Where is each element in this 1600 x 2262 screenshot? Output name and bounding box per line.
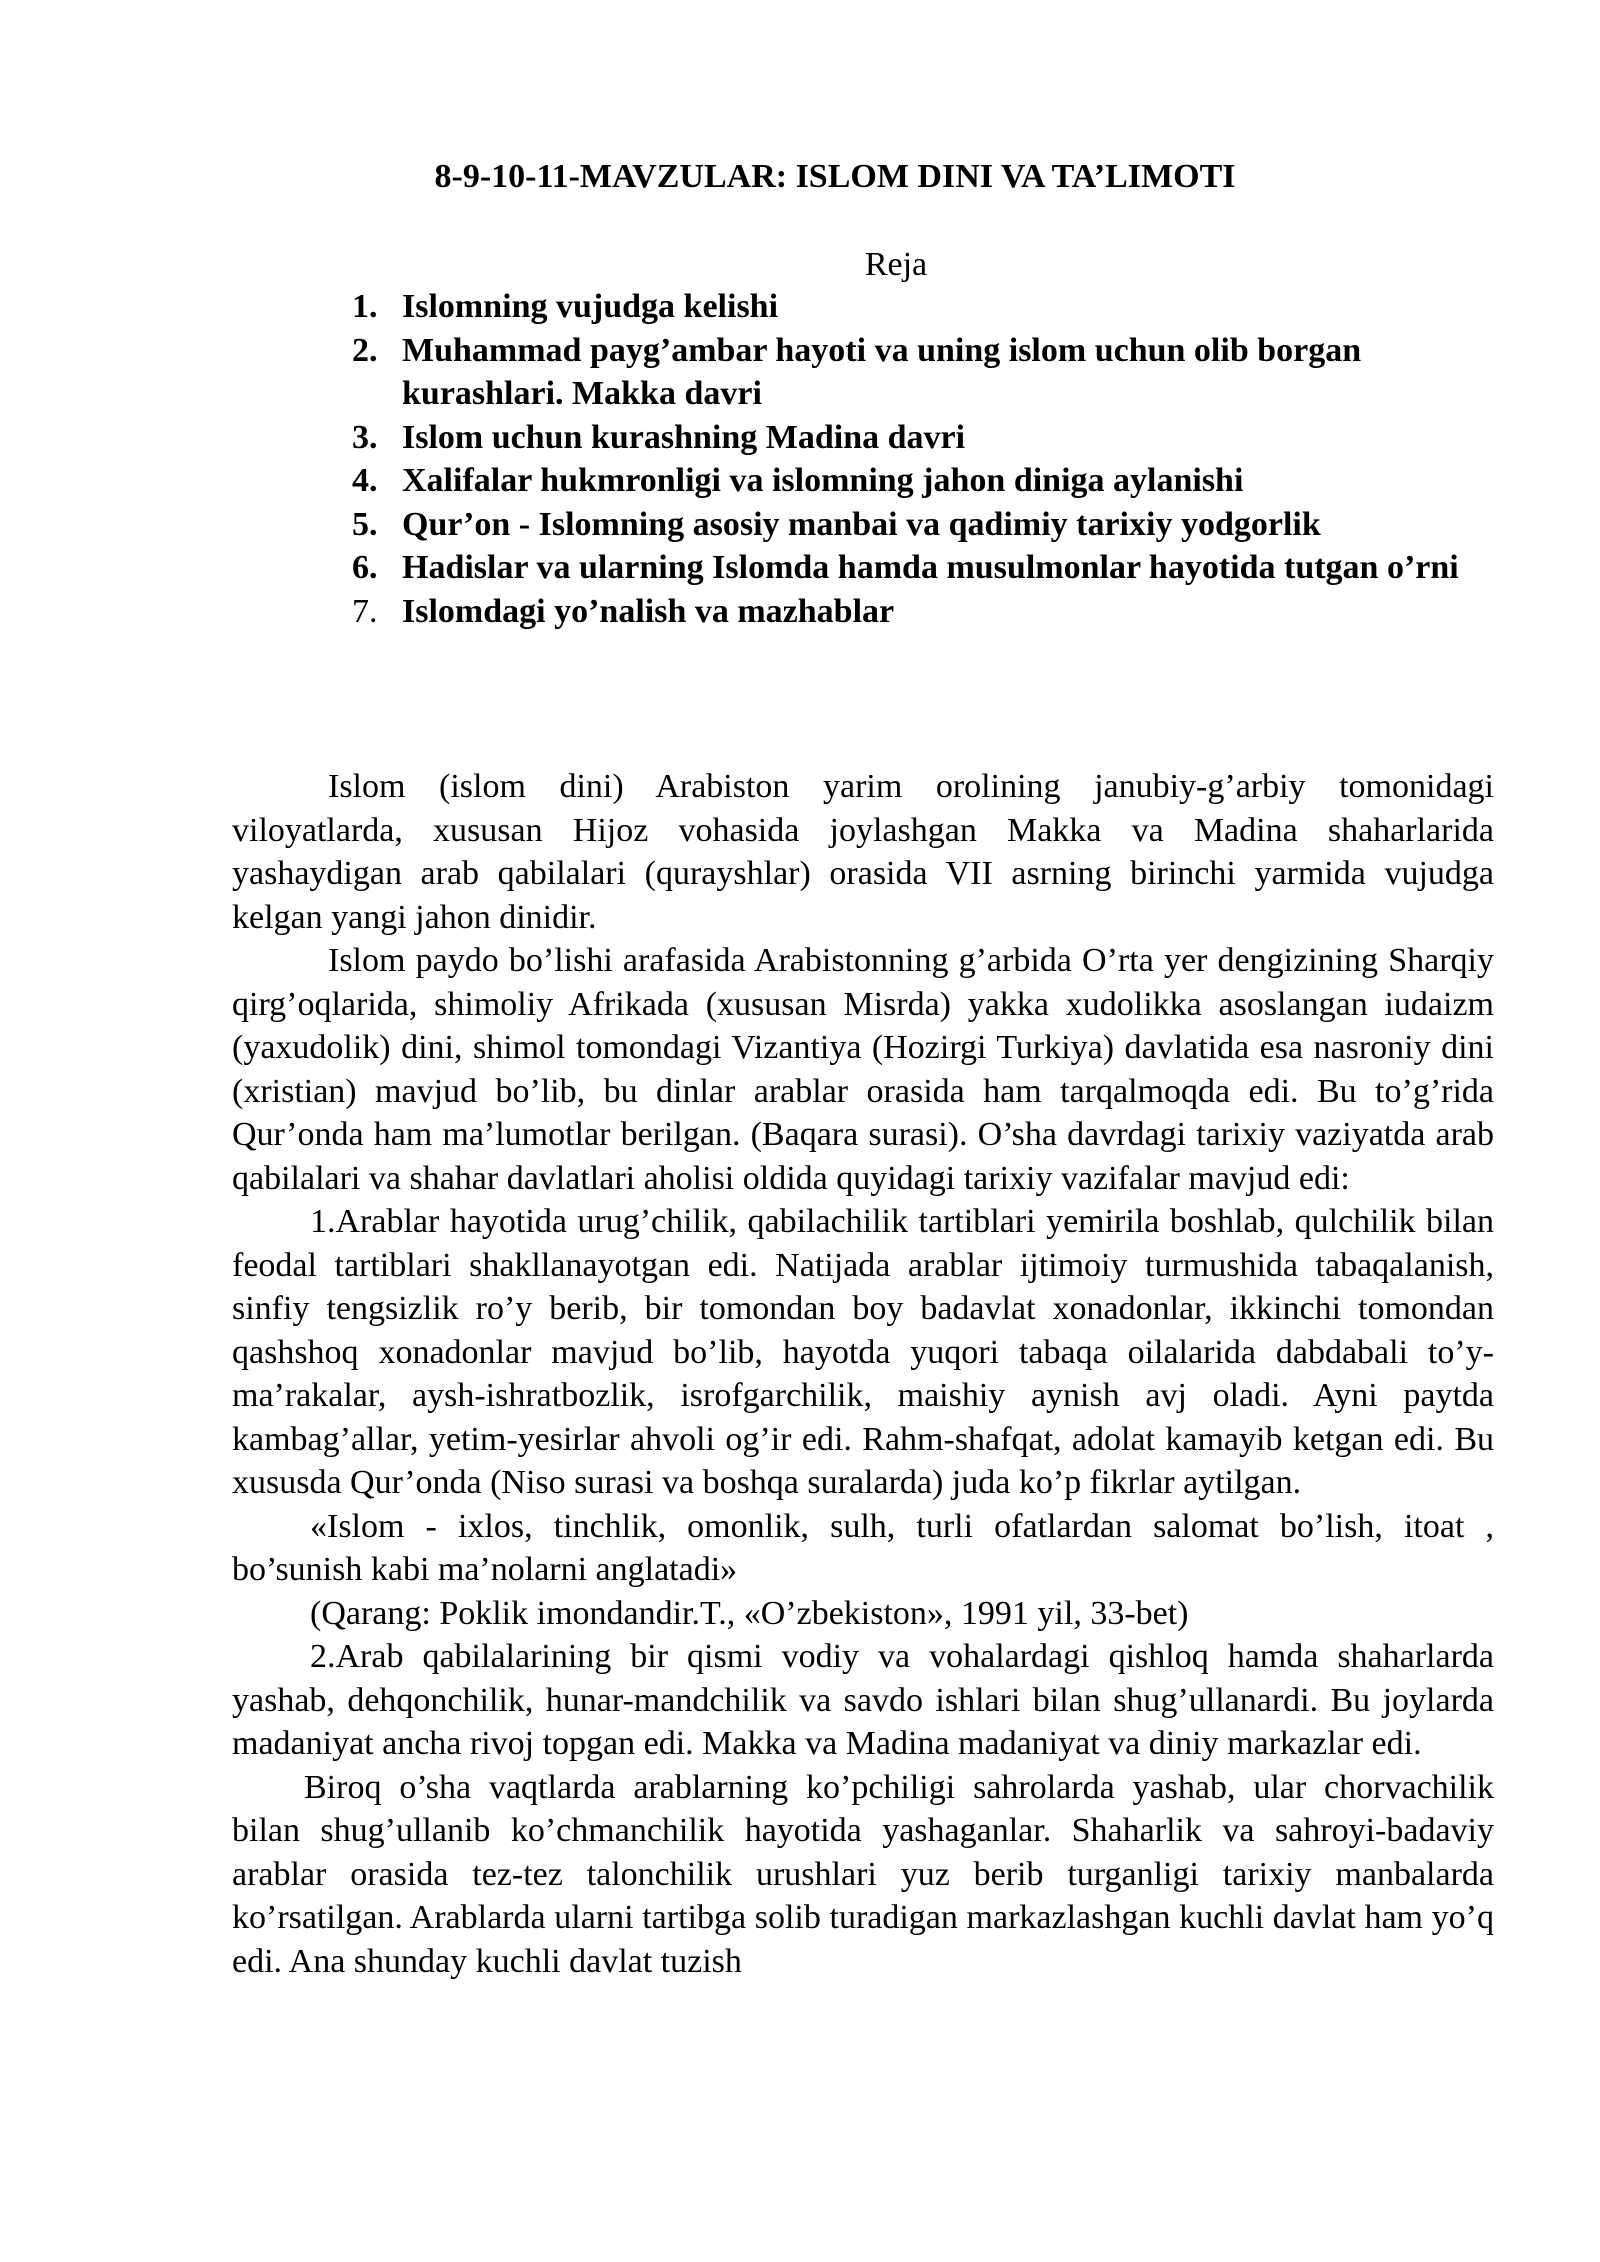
- quote-paragraph: «Islom - ixlos, tinchlik, omonlik, sulh, turli ofatlardan salomat bo’lish, itoat , bo’sunish kabi ma’nolarni anglatadi»: [232, 1507, 1494, 1588]
- plan-item: [352, 285, 1492, 329]
- body-text: [232, 765, 1494, 1983]
- plan-item: [352, 546, 1492, 590]
- plan-item-text: Hadislar va ularning Islomda hamda musulmonlar hayotida tutgan o’rni: [402, 549, 1459, 586]
- paragraph: 1.Arablar hayotida urug’chilik, qabilachilik tartiblari yemirila boshlab, qulchilik bilan feodal tartiblari shakllanayotgan edi. Natijada arablar ijtimoiy turmushida tabaqalanish, sinfiy tengsizlik ro’y berib, bir tomondan boy badavlat xonadonlar, ikkinchi tomondan qashshoq xonadonlar mavjud bo’lib, hayotda yuqori tabaqa oilalarida dabdabali to’y-ma’rakalar, aysh-ishratbozlik, isrofgarchilik, maishiy aynish avj oladi. Ayni paytda kambag’allar, yetim-yesirlar ahvoli og’ir edi. Rahm-shafqat, adolat kamayib ketgan edi. Bu xususda Qur’onda (Niso surasi va boshqa suralarda) juda ko’p fikrlar aytilgan.: [232, 1203, 1494, 1501]
- plan-heading-text: Reja: [864, 246, 928, 283]
- plan-item-text: Islom uchun kurashning Madina davri: [402, 418, 966, 456]
- plan-item: [352, 416, 1492, 460]
- document-title-text: 8-9-10-11-MAVZULAR: ISLOM DINI VA TA’LIMOTI: [434, 158, 1236, 195]
- paragraph: Biroq o’sha vaqtlarda arablarning ko’pchiligi sahrolarda yashab, ular chorvachilik bilan shug’ullanib ko’chmanchilik hayotida yashaganlar. Shaharlik va sahroyi-badaviy arablar orasida tez-tez talonchilik urushlari yuz berib turganligi tarixiy manbalarda ko’rsatilgan. Arablarda ularni tartibga solib turadigan markazlashgan kuchli davlat ham yo’q edi. Ana shunday kuchli davlat tuzish: [232, 1768, 1494, 1980]
- plan-item-number: 2.: [352, 331, 378, 369]
- plan-item: [352, 459, 1492, 503]
- document-title: [0, 155, 1600, 199]
- plan-item-text: Islomning vujudga kelishi: [402, 288, 779, 325]
- plan-item-text: Qur’on - Islomning asosiy manbai va qadimiy tarixiy yodgorlik: [402, 505, 1321, 543]
- plan-item-number: 4.: [352, 462, 378, 499]
- plan-item-number: 7.: [352, 592, 378, 630]
- plan-item-number: 3.: [352, 418, 378, 456]
- plan-item: [352, 590, 1492, 634]
- plan-item-number: 6.: [352, 549, 378, 586]
- plan-heading: [0, 243, 1600, 287]
- plan-item-number: 1.: [352, 288, 378, 325]
- paragraph: 2.Arab qabilalarining bir qismi vodiy va vohalardagi qishloq hamda shaharlarda yashab, dehqonchilik, hunar-mandchilik va savdo ishlari bilan shug’ullanardi. Bu joylarda madaniyat ancha rivoj topgan edi. Makka va Madina madaniyat va diniy markazlar edi.: [232, 1638, 1494, 1762]
- plan-item-number: 5.: [352, 505, 378, 543]
- citation-paragraph: (Qarang: Poklik imondandir.T., «O’zbekiston», 1991 yil, 33-bet): [310, 1594, 1189, 1632]
- plan-item: [352, 503, 1492, 547]
- plan-item-text: Xalifalar hukmronligi va islomning jahon diniga aylanishi: [402, 462, 1244, 499]
- plan-item: [352, 329, 1492, 416]
- paragraph: Islom paydo bo’lishi arafasida Arabistonning g’arbida O’rta yer dengizining Sharqiy qirg’oqlarida, shimoliy Afrikada (xususan Misrda) yakka xudolikka asoslangan iudaizm (yaxudolik) dini, shimol tomondagi Vizantiya (Hozirgi Turkiya) davlatida esa nasroniy dini (xristian) mavjud bo’lib, bu dinlar arablar orasida ham tarqalmoqda edi. Bu to’g’rida Qur’onda ham ma’lumotlar berilgan. (Baqara surasi). O’sha davrdagi tarixiy vaziyatda arab qabilalari va shahar davlatlari aholisi oldida quyidagi tarixiy vazifalar mavjud edi:: [232, 942, 1494, 1197]
- plan-item-text: Muhammad payg’ambar hayoti va uning islom uchun olib borgan kurashlari. Makka davri: [402, 331, 1362, 412]
- plan-list: [352, 285, 1492, 633]
- plan-item-text: Islomdagi yo’nalish va mazhablar: [402, 592, 895, 630]
- paragraph: Islom (islom dini) Arabiston yarim orolining janubiy-g’arbiy tomonidagi viloyatlarda, xususan Hijoz vohasida joylashgan Makka va Madina shaharlarida yashaydigan arab qabilalari (qurayshlar) orasida VII asrning birinchi yarmida vujudga kelgan yangi jahon dinidir.: [232, 768, 1494, 936]
